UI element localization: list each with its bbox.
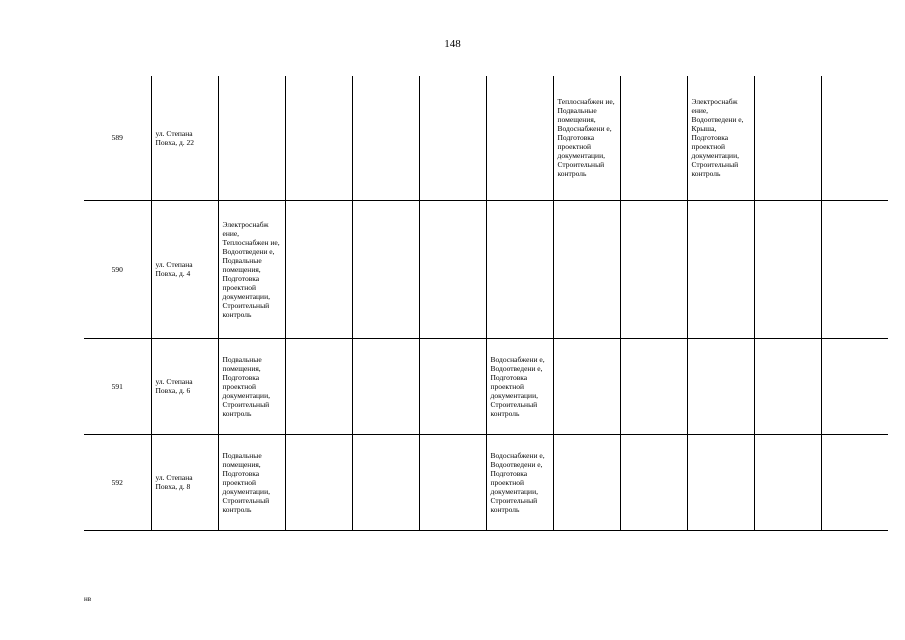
address-cell: ул. Степана Повха, д. 6	[151, 338, 218, 434]
footer-mark: нв	[84, 595, 92, 603]
work-cell	[754, 200, 821, 338]
row-number: 591	[84, 338, 151, 434]
work-cell	[285, 434, 352, 530]
work-cell	[687, 434, 754, 530]
table-row	[84, 338, 888, 434]
work-cell: Водоснабжени е, Водоотведени е, Подготовка проектной документации, Строительный контроль	[486, 434, 553, 530]
work-cell	[486, 76, 553, 200]
work-cell	[821, 338, 888, 434]
work-cell	[620, 76, 687, 200]
work-cell	[218, 76, 285, 200]
row-number: 589	[84, 76, 151, 200]
work-cell	[352, 76, 419, 200]
work-cell: Электроснабж ение, Водоотведени е, Крыша, Подготовка проектной документации, Строительный контроль	[687, 76, 754, 200]
work-cell	[553, 434, 620, 530]
work-cell	[754, 434, 821, 530]
work-cell: Теплоснабжен ие, Подвальные помещения, Водоснабжени е, Подготовка проектной документации, Строительный контроль	[553, 76, 620, 200]
work-cell	[285, 200, 352, 338]
row-number: 592	[84, 434, 151, 530]
work-cell: Водоснабжени е, Водоотведени е, Подготовка проектной документации, Строительный контроль	[486, 338, 553, 434]
repair-schedule-table	[84, 76, 888, 531]
work-cell	[620, 434, 687, 530]
work-cell	[553, 200, 620, 338]
table-row	[84, 434, 888, 530]
work-cell: Электроснабж ение, Теплоснабжен ие, Водоотведени е, Подвальные помещения, Подготовка проектной документации, Строительный контроль	[218, 200, 285, 338]
work-cell	[352, 200, 419, 338]
table-row	[84, 76, 888, 200]
work-cell	[553, 338, 620, 434]
address-cell: ул. Степана Повха, д. 22	[151, 76, 218, 200]
address-cell: ул. Степана Повха, д. 4	[151, 200, 218, 338]
table-row	[84, 200, 888, 338]
work-cell	[821, 434, 888, 530]
work-cell	[352, 434, 419, 530]
work-cell: Подвальные помещения, Подготовка проектной документации, Строительный контроль	[218, 338, 285, 434]
work-cell	[285, 76, 352, 200]
work-cell	[754, 76, 821, 200]
work-cell	[285, 338, 352, 434]
work-cell	[419, 76, 486, 200]
work-cell	[754, 338, 821, 434]
work-cell	[419, 338, 486, 434]
work-cell	[821, 200, 888, 338]
work-cell	[352, 338, 419, 434]
work-cell	[821, 76, 888, 200]
work-cell	[419, 200, 486, 338]
work-cell	[687, 200, 754, 338]
page-number: 148	[444, 38, 461, 50]
work-cell	[620, 338, 687, 434]
work-cell	[687, 338, 754, 434]
work-cell	[620, 200, 687, 338]
address-cell: ул. Степана Повха, д. 8	[151, 434, 218, 530]
work-cell	[486, 200, 553, 338]
row-number: 590	[84, 200, 151, 338]
work-cell	[419, 434, 486, 530]
work-cell: Подвальные помещения, Подготовка проектной документации, Строительный контроль	[218, 434, 285, 530]
